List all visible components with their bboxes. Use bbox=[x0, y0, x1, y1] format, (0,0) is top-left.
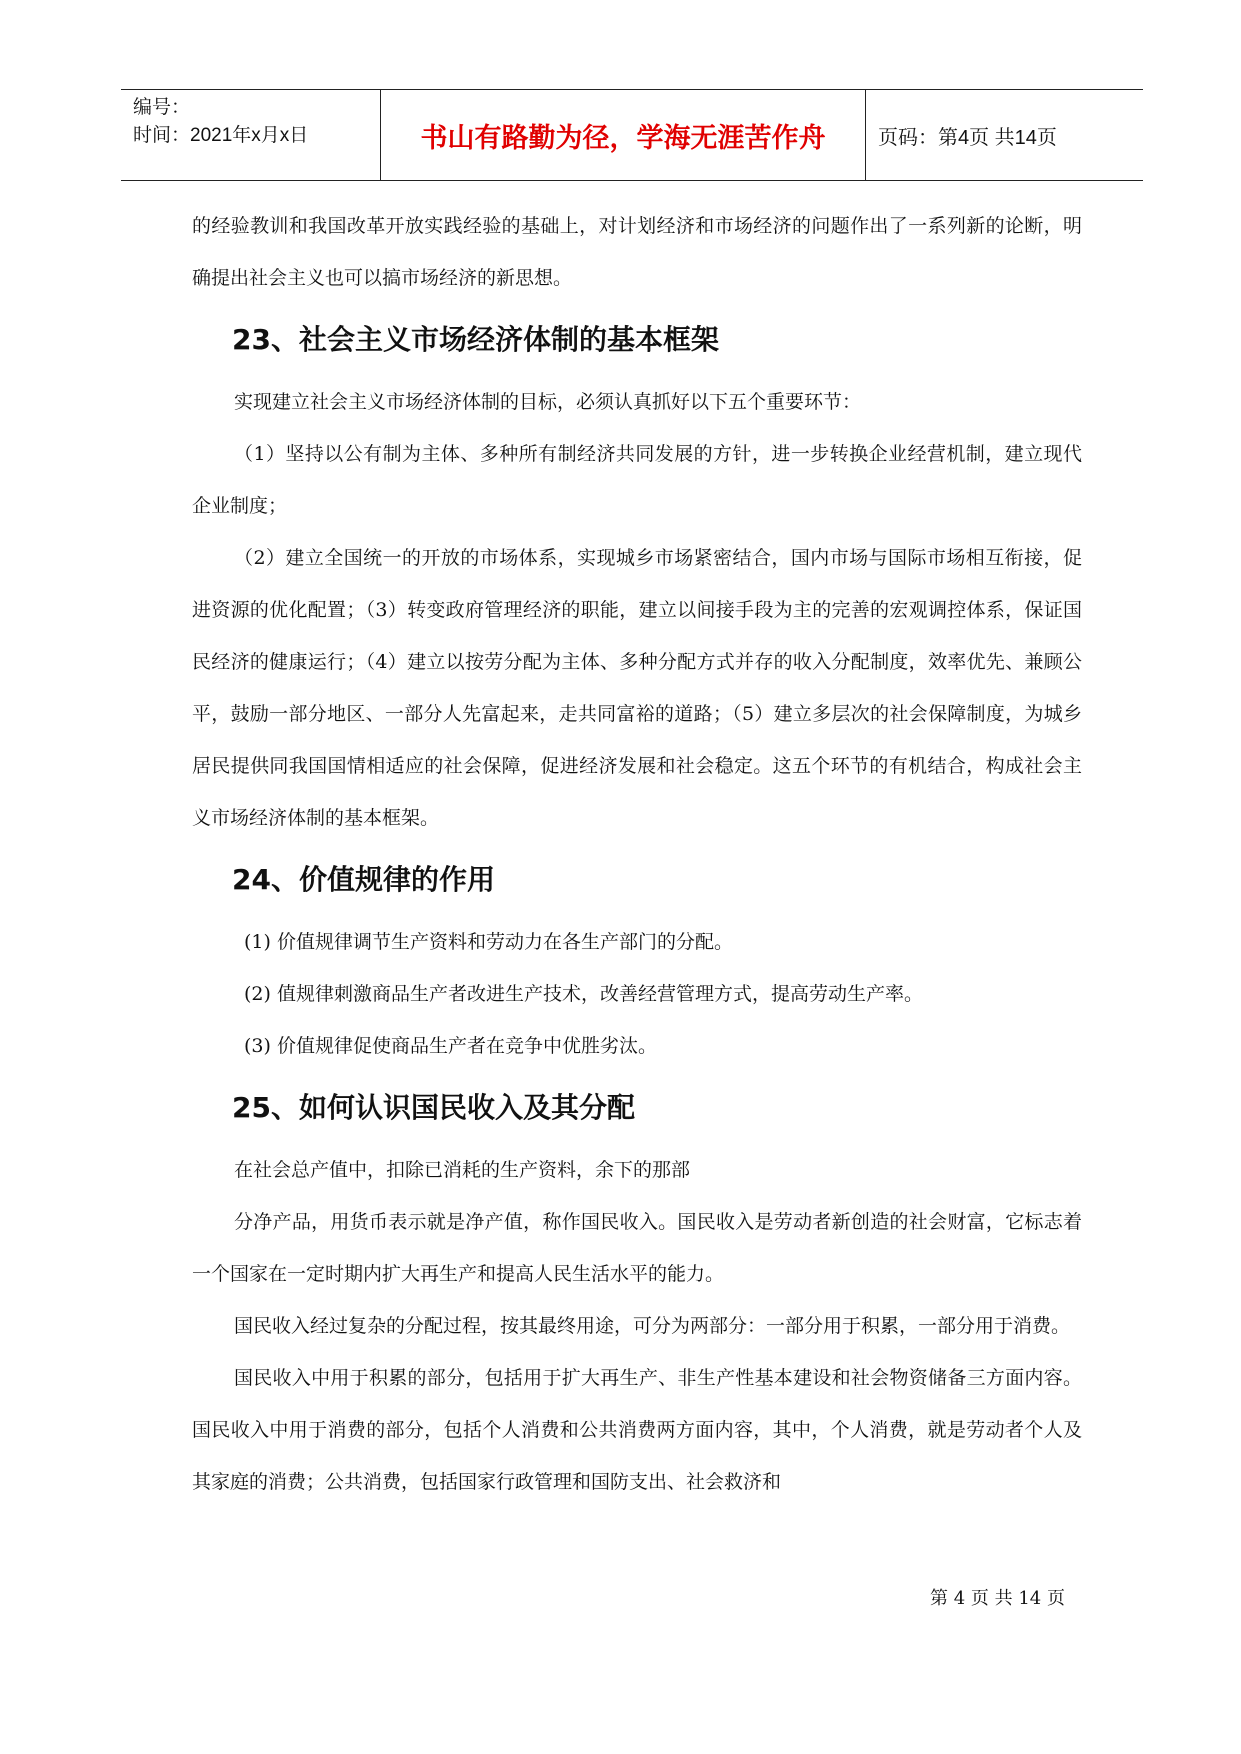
section-25-paragraph-1: 在社会总产值中，扣除已消耗的生产资料，余下的那部 bbox=[234, 1159, 691, 1181]
page-footer: 第 4 页 共 14 页 bbox=[930, 1588, 1065, 1609]
header-meta bbox=[121, 90, 381, 180]
section-25-paragraph-3: 国民收入经过复杂的分配过程，按其最终用途，可分为两部分：一部分用于积累，一部分用于消费。 bbox=[234, 1315, 1071, 1337]
document-body bbox=[192, 200, 1082, 1508]
section-23-paragraph-3: （2）建立全国统一的开放的市场体系，实现城乡市场紧密结合，国内市场与国际市场相互衔接，促进资源的优化配置；（3）转变政府管理经济的职能，建立以间接手段为主的完善的宏观调控体系，保证国民经济的健康运行；（4）建立以按劳分配为主体、多种分配方式并存的收入分配制度，效率优先、兼顾公平，鼓励一部分地区、一部分人先富起来，走共同富裕的道路；（5）建立多层次的社会保障制度，为城乡居民提供同我国国情相适应的社会保障，促进经济发展和社会稳定。这五个环节的有机结合，构成社会主义市场经济体制的基本框架。 bbox=[192, 547, 1082, 829]
section-25-paragraph-4: 国民收入中用于积累的部分，包括用于扩大再生产、非生产性基本建设和社会物资储备三方面内容。国民收入中用于消费的部分，包括个人消费和公共消费两方面内容，其中，个人消费，就是劳动者个人及其家庭的消费；公共消费，包括国家行政管理和国防支出、社会救济和 bbox=[192, 1367, 1082, 1493]
section-23-paragraph-1: 实现建立社会主义市场经济体制的目标，必须认真抓好以下五个重要环节： bbox=[234, 391, 862, 413]
page-header bbox=[121, 89, 1143, 181]
header-number-label: 编号： bbox=[133, 97, 191, 118]
section-24-item-1: (1) 价值规律调节生产资料和劳动力在各生产部门的分配。 bbox=[244, 931, 733, 953]
header-time-label: 时间：2021年x月x日 bbox=[133, 125, 309, 146]
section-23-paragraph-2: （1）坚持以公有制为主体、多种所有制经济共同发展的方针，进一步转换企业经营机制，建立现代企业制度； bbox=[192, 443, 1082, 517]
section-24-title: 24、价值规律的作用 bbox=[232, 863, 495, 896]
section-23-title: 23、社会主义市场经济体制的基本框架 bbox=[232, 323, 719, 356]
section-25-paragraph-2: 分净产品，用货币表示就是净产值，称作国民收入。国民收入是劳动者新创造的社会财富，它标志着一个国家在一定时期内扩大再生产和提高人民生活水平的能力。 bbox=[192, 1211, 1082, 1285]
header-page-label: 页码：第4页 共14页 bbox=[878, 126, 1057, 149]
header-motto: 书山有路勤为径，学海无涯苦作舟 bbox=[381, 90, 866, 180]
section-24-item-3: (3) 价值规律促使商品生产者在竞争中优胜劣汰。 bbox=[244, 1035, 657, 1057]
intro-paragraph: 的经验教训和我国改革开放实践经验的基础上，对计划经济和市场经济的问题作出了一系列新的论断，明确提出社会主义也可以搞市场经济的新思想。 bbox=[192, 215, 1082, 289]
section-25-title: 25、如何认识国民收入及其分配 bbox=[232, 1091, 635, 1124]
section-24-item-2: (2) 值规律刺激商品生产者改进生产技术，改善经营管理方式，提高劳动生产率。 bbox=[244, 983, 923, 1005]
